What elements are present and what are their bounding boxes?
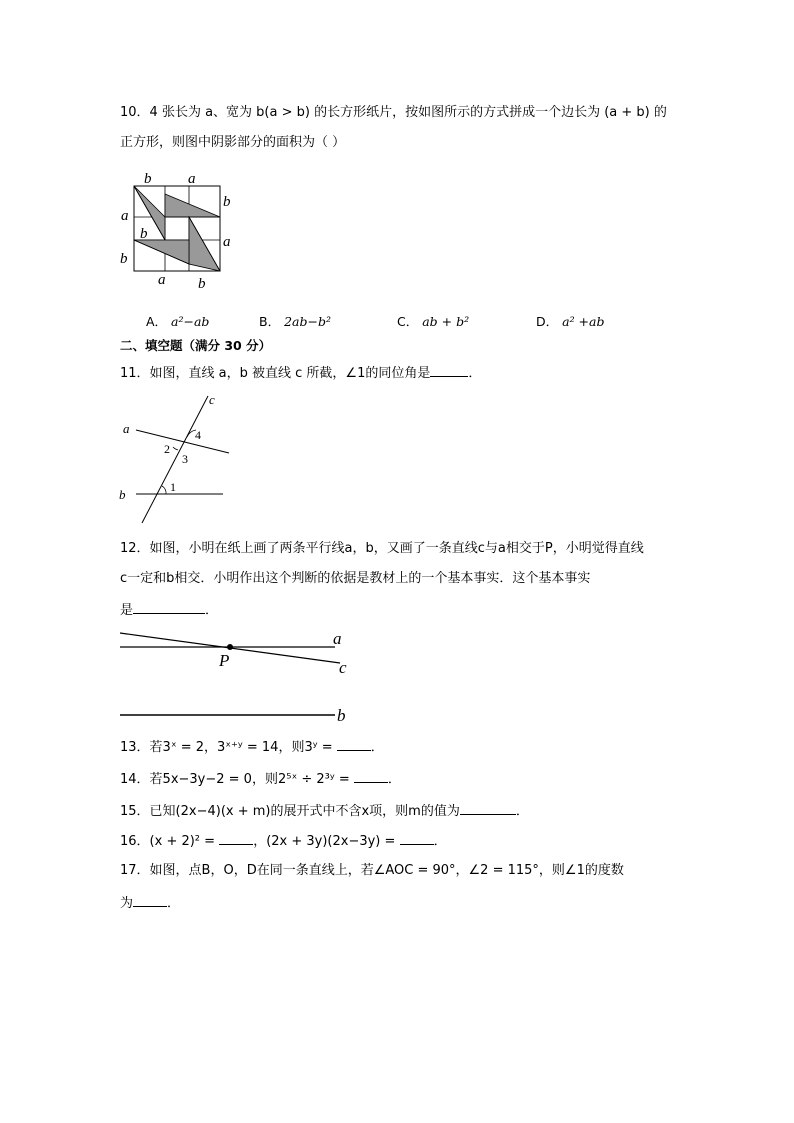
answer-blank[interactable] bbox=[133, 894, 167, 907]
option-value: ab + b² bbox=[422, 314, 470, 329]
section-title: 二、填空题（满分 30 分） bbox=[120, 338, 272, 353]
shaded-triangle bbox=[165, 194, 220, 217]
q10-line2: 正方形，则图中阴影部分的面积为（ ） bbox=[120, 135, 346, 150]
q10-line1: 10．4 张长为 a、宽为 b(a > b) 的长方形纸片，按如图所示的方式拼成一个边长为 (a + b) 的 bbox=[120, 105, 667, 120]
q12-line3 bbox=[120, 601, 218, 620]
q16-text bbox=[120, 832, 447, 851]
angle-3: 3 bbox=[182, 452, 188, 466]
q10-option-b[interactable] bbox=[259, 312, 331, 330]
q15-text bbox=[120, 802, 529, 821]
option-letter: D． bbox=[536, 314, 559, 329]
option-value: 2ab−b² bbox=[284, 314, 331, 329]
option-value: a² +ab bbox=[562, 314, 605, 329]
answer-blank[interactable] bbox=[337, 738, 371, 751]
angle-1: 1 bbox=[170, 480, 176, 494]
q11-end: ． bbox=[468, 366, 482, 381]
q12-end: ． bbox=[205, 603, 219, 618]
q14-end: ． bbox=[387, 772, 401, 787]
answer-blank[interactable] bbox=[460, 802, 516, 815]
q15-prompt: 15．已知(2x−4)(x + m)的展开式中不含x项，则m的值为 bbox=[120, 804, 460, 819]
q12-line1: 12．如图，小明在纸上画了两条平行线a，b，又画了一条直线c与a相交于P，小明觉得直线 bbox=[120, 541, 644, 556]
label-b-top: b bbox=[144, 171, 152, 187]
q16-part2: ，(2x + 3y)(2x−3y) = bbox=[253, 834, 396, 849]
q16-part1: 16．(x + 2)² = bbox=[120, 834, 216, 849]
angle-4: 4 bbox=[195, 428, 201, 442]
label-b: b bbox=[119, 487, 126, 502]
label-c: c bbox=[209, 392, 215, 407]
label-a: a bbox=[123, 421, 130, 436]
option-value: a²−ab bbox=[171, 314, 210, 329]
label-a-bottom: a bbox=[158, 272, 166, 288]
q14-prompt: 14．若5x−3y−2 = 0，则2⁵ˣ ÷ 2³ʸ = bbox=[120, 772, 350, 787]
option-letter: C． bbox=[397, 314, 419, 329]
q17-line2 bbox=[120, 894, 180, 913]
answer-blank[interactable] bbox=[133, 601, 205, 614]
label-a: a bbox=[333, 629, 342, 648]
label-b-right: b bbox=[223, 194, 231, 210]
q13-prompt: 13．若3ˣ = 2，3ˣ⁺ʸ = 14，则3ʸ = bbox=[120, 740, 333, 755]
angle-2: 2 bbox=[164, 442, 170, 456]
label-b-inner: b bbox=[140, 226, 148, 242]
label-a-top: a bbox=[188, 171, 196, 187]
q14-text bbox=[120, 770, 401, 789]
answer-blank[interactable] bbox=[219, 832, 253, 845]
q12-prompt: 是 bbox=[120, 603, 134, 618]
label-b: b bbox=[337, 706, 346, 725]
q17-line1: 17．如图，点B，O，D在同一条直线上，若∠AOC = 90°，∠2 = 115°，则∠1的度数 bbox=[120, 863, 624, 878]
label-a-left: a bbox=[121, 208, 129, 224]
answer-blank[interactable] bbox=[400, 832, 434, 845]
q13-text bbox=[120, 738, 384, 757]
answer-blank[interactable] bbox=[354, 770, 388, 783]
q15-end: ． bbox=[515, 804, 529, 819]
line-c bbox=[142, 396, 208, 523]
label-c: c bbox=[339, 658, 347, 677]
q17-end: ． bbox=[167, 896, 181, 911]
option-letter: B． bbox=[259, 314, 281, 329]
line-a bbox=[136, 430, 229, 453]
q16-end: ． bbox=[433, 834, 447, 849]
q11-text bbox=[120, 364, 481, 383]
q10-option-c[interactable] bbox=[397, 312, 469, 330]
q13-end: ． bbox=[370, 740, 384, 755]
q10-option-d[interactable] bbox=[536, 312, 605, 330]
q12-line2: c一定和b相交．小明作出这个判断的依据是教材上的一个基本事实．这个基本事实 bbox=[120, 571, 591, 586]
option-letter: A． bbox=[146, 314, 168, 329]
q17-prompt: 为 bbox=[120, 896, 134, 911]
label-b-left: b bbox=[120, 251, 128, 267]
answer-blank[interactable] bbox=[430, 364, 468, 377]
label-b-bottom: b bbox=[198, 276, 206, 292]
label-a-right: a bbox=[223, 234, 231, 250]
q12-parallel-lines-figure bbox=[115, 625, 360, 730]
label-p: P bbox=[219, 651, 230, 670]
point-p bbox=[227, 644, 233, 650]
q11-prompt: 11．如图，直线 a，b 被直线 c 所截，∠1的同位角是 bbox=[120, 366, 431, 381]
q10-option-a[interactable] bbox=[146, 312, 209, 330]
q10-square-figure bbox=[112, 164, 252, 294]
q11-transversal-figure bbox=[115, 390, 245, 530]
